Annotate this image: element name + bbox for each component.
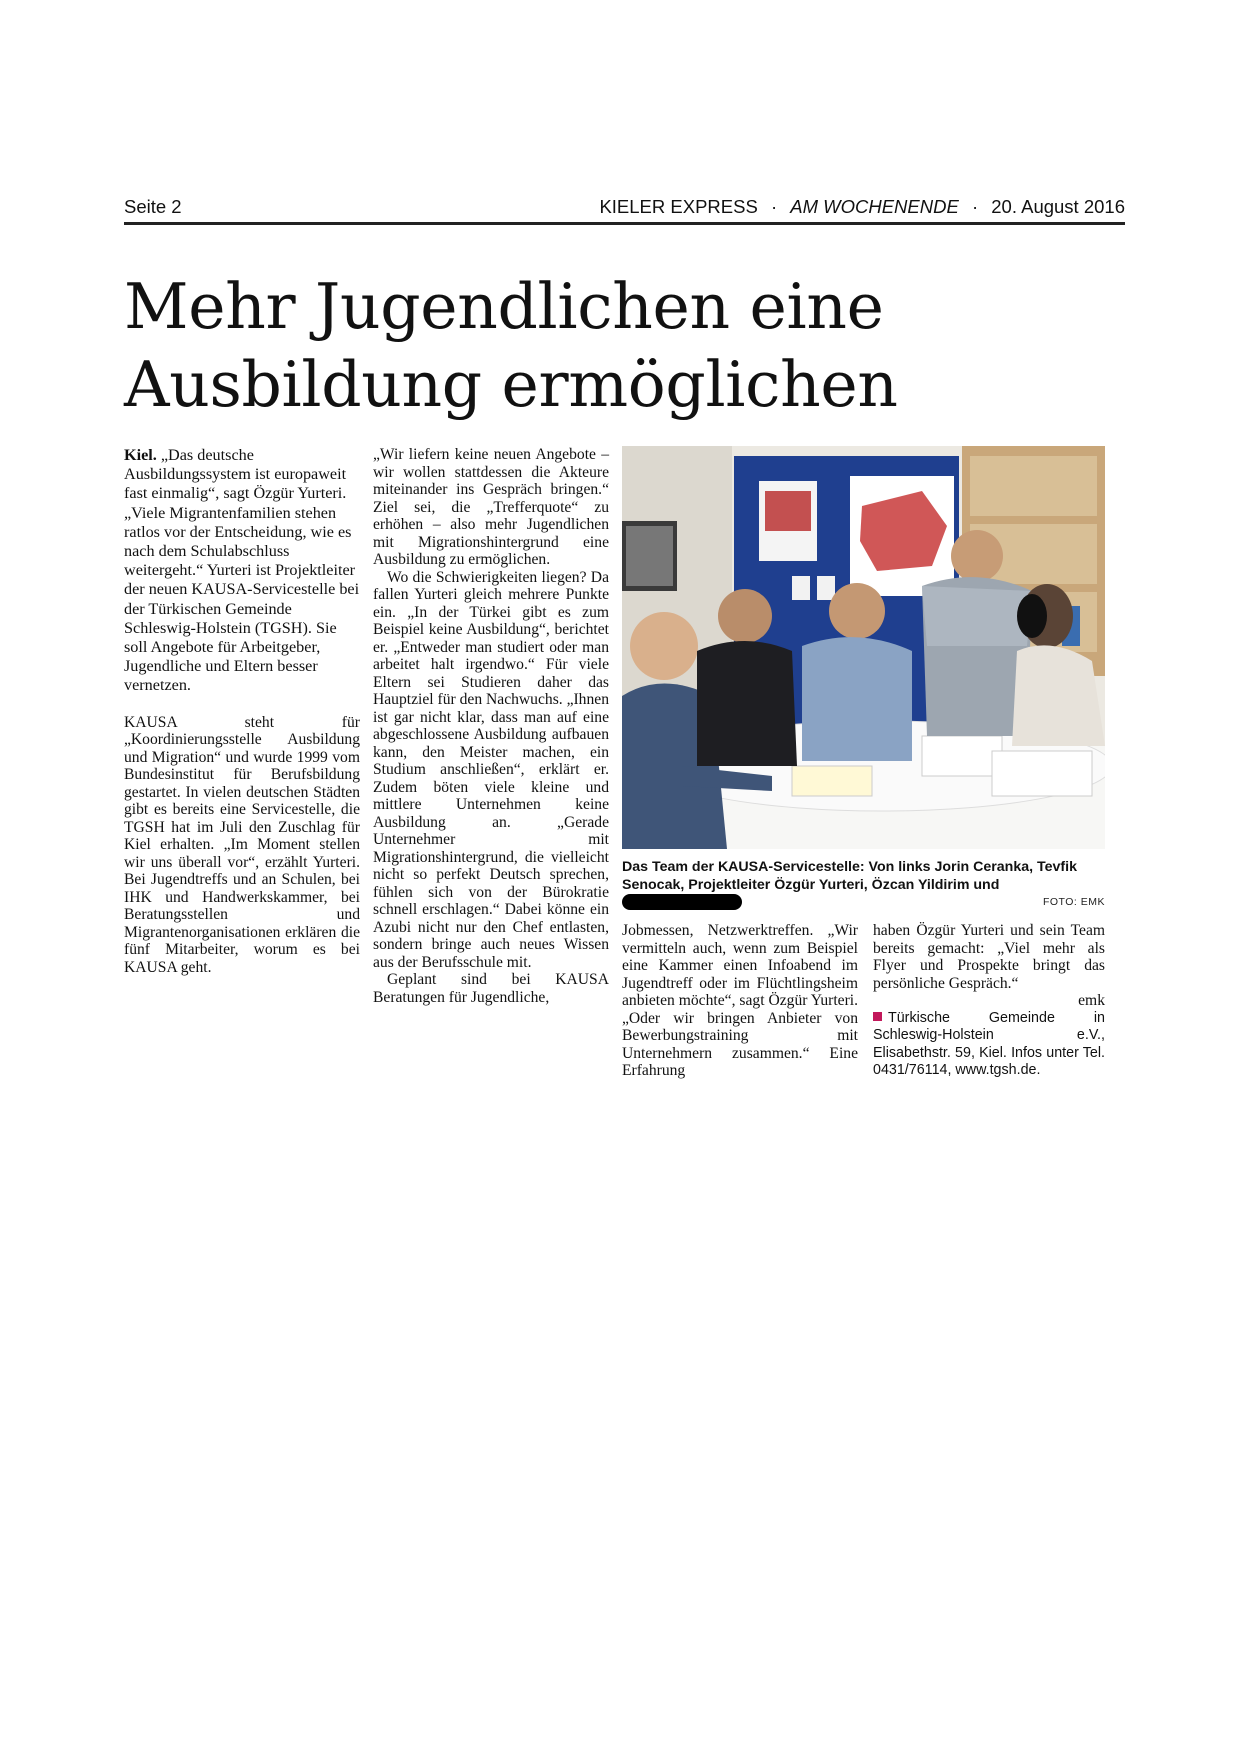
separator-dot: · xyxy=(971,196,979,217)
team-photo xyxy=(622,446,1105,849)
separator-dot: · xyxy=(770,196,778,217)
article-column-1 xyxy=(124,446,360,976)
article-paragraph: „Wir liefern keine neuen Angebote – wir wollen stattdessen die Akteure miteinander ins Gespräch bringen.“ Ziel sei, die „Trefferquote“ zu erhöhen – also mehr Jugendlichen mit Migrationshintergrund eine Ausbildung zu ermöglichen. xyxy=(373,446,609,568)
article-paragraph-continued: haben Özgür Yurteri und sein Team bereits gemacht: „Viel mehr als Flyer und Prospekte bringt das persönliche Gespräch.“ xyxy=(873,922,1105,992)
article-paragraph: Wo die Schwierigkeiten liegen? Da fallen Yurteri gleich mehrere Punkte ein. „In der Türkei gibt es zum Beispiel keine Ausbildung“, berichtet er. „Entweder man studiert oder man arbeitet halt irgendwo.“ Für viele Eltern sei Studieren daher das Hauptziel für den Nachwuchs. „Ihnen ist gar nicht klar, dass man auf eine abgeschlossene Ausbildung aufbauen kann, den Meister machen, ein Studium anschließen“, erklärt er. Zudem böten viele kleine und mittlere Unternehmen keine Ausbildung an. „Gerade Unternehmer mit Migrationshintergrund, die vielleicht nicht so perfekt Deutsch sprechen, fühlen sich von der Bürokratie schnell erschlagen.“ Dabei könne ein Azubi nicht nur den Chef entlasten, sondern bringe auch neues Wissen aus der Berufsschule mit. xyxy=(373,568,609,971)
info-square-icon xyxy=(873,1012,882,1021)
article-paragraph-start: Geplant sind bei KAUSA Beratungen für Jugendliche, xyxy=(373,971,609,1006)
info-box xyxy=(873,1010,1105,1080)
headline xyxy=(124,268,1124,424)
author-signature: emk xyxy=(1078,992,1105,1009)
article-column-4 xyxy=(873,922,1105,1080)
page-header xyxy=(124,196,1125,225)
article-column-3 xyxy=(622,922,858,1080)
team-photo-illustration xyxy=(622,446,1105,849)
lead-text: „Das deutsche Ausbildungssystem ist europaweit fast einmalig“, sagt Özgür Yurteri. „Viele Migrantenfamilien stehen ratlos vor der Entscheidung, wie es nach dem Schulabschluss weitergeht.“ Yurteri ist Projektleiter der neuen KAUSA-Servicestelle bei der Türkischen Gemeinde Schleswig-Holstein (TGSH). Sie soll Angebote für Arbeitgeber, Jugendliche und Eltern besser vernetzen. xyxy=(124,446,360,695)
issue-date: 20. August 2016 xyxy=(991,196,1125,217)
lead-paragraph xyxy=(124,446,360,696)
article-column-2 xyxy=(373,446,609,1006)
masthead xyxy=(599,196,1125,218)
photo-credit: FOTO: EMK xyxy=(1042,896,1105,908)
headline-line-2: Ausbildung ermöglichen xyxy=(124,348,898,421)
section-name: AM WOCHENENDE xyxy=(790,196,959,217)
page-number: Seite 2 xyxy=(124,196,182,217)
headline-line-1: Mehr Jugendlichen eine xyxy=(124,270,884,343)
article-paragraph-continued: Jobmessen, Netzwerktreffen. „Wir vermitteln auch, wenn zum Beispiel eine Kammer einen Infoabend im Jugendtreff oder im Flüchtlingsheim anbieten möchte“, sagt Özgür Yurteri. „Oder wir bringen Anbieter von Bewerbungstraining mit Unternehmern zusammen.“ Eine Erfahrung xyxy=(622,922,858,1079)
info-text: Türkische Gemeinde in Schleswig-Holstein e.V., Elisabethstr. 59, Kiel. Infos unter Tel. 0431/76114, www.tgsh.de. xyxy=(873,1009,1105,1078)
paper-name: KIELER EXPRESS xyxy=(599,196,758,217)
article-paragraph: KAUSA steht für „Koordinierungsstelle Ausbildung und Migration“ und wurde 1999 vom Bundesinstitut für Berufsbildung gestartet. In vielen deutschen Städten gibt es bereits eine Servicestelle, die TGSH hat im Juli den Zuschlag für Kiel erhalten. „Im Moment stellen wir uns überall vor“, erzählt Yurteri. Bei Jugendtreffs und an Schulen, bei IHK und Handwerkskammer, bei Beratungsstellen und Migrantenorganisationen erklären die fünf Mitarbeiter, worum es bei KAUSA geht. xyxy=(124,713,360,976)
dateline: Kiel. xyxy=(124,446,157,464)
photo-caption-text: Das Team der KAUSA-Servicestelle: Von links Jorin Ceranka, Tevfik Senocak, Projektleiter Özgür Yurteri, Özcan Yildirim und xyxy=(622,859,1077,893)
